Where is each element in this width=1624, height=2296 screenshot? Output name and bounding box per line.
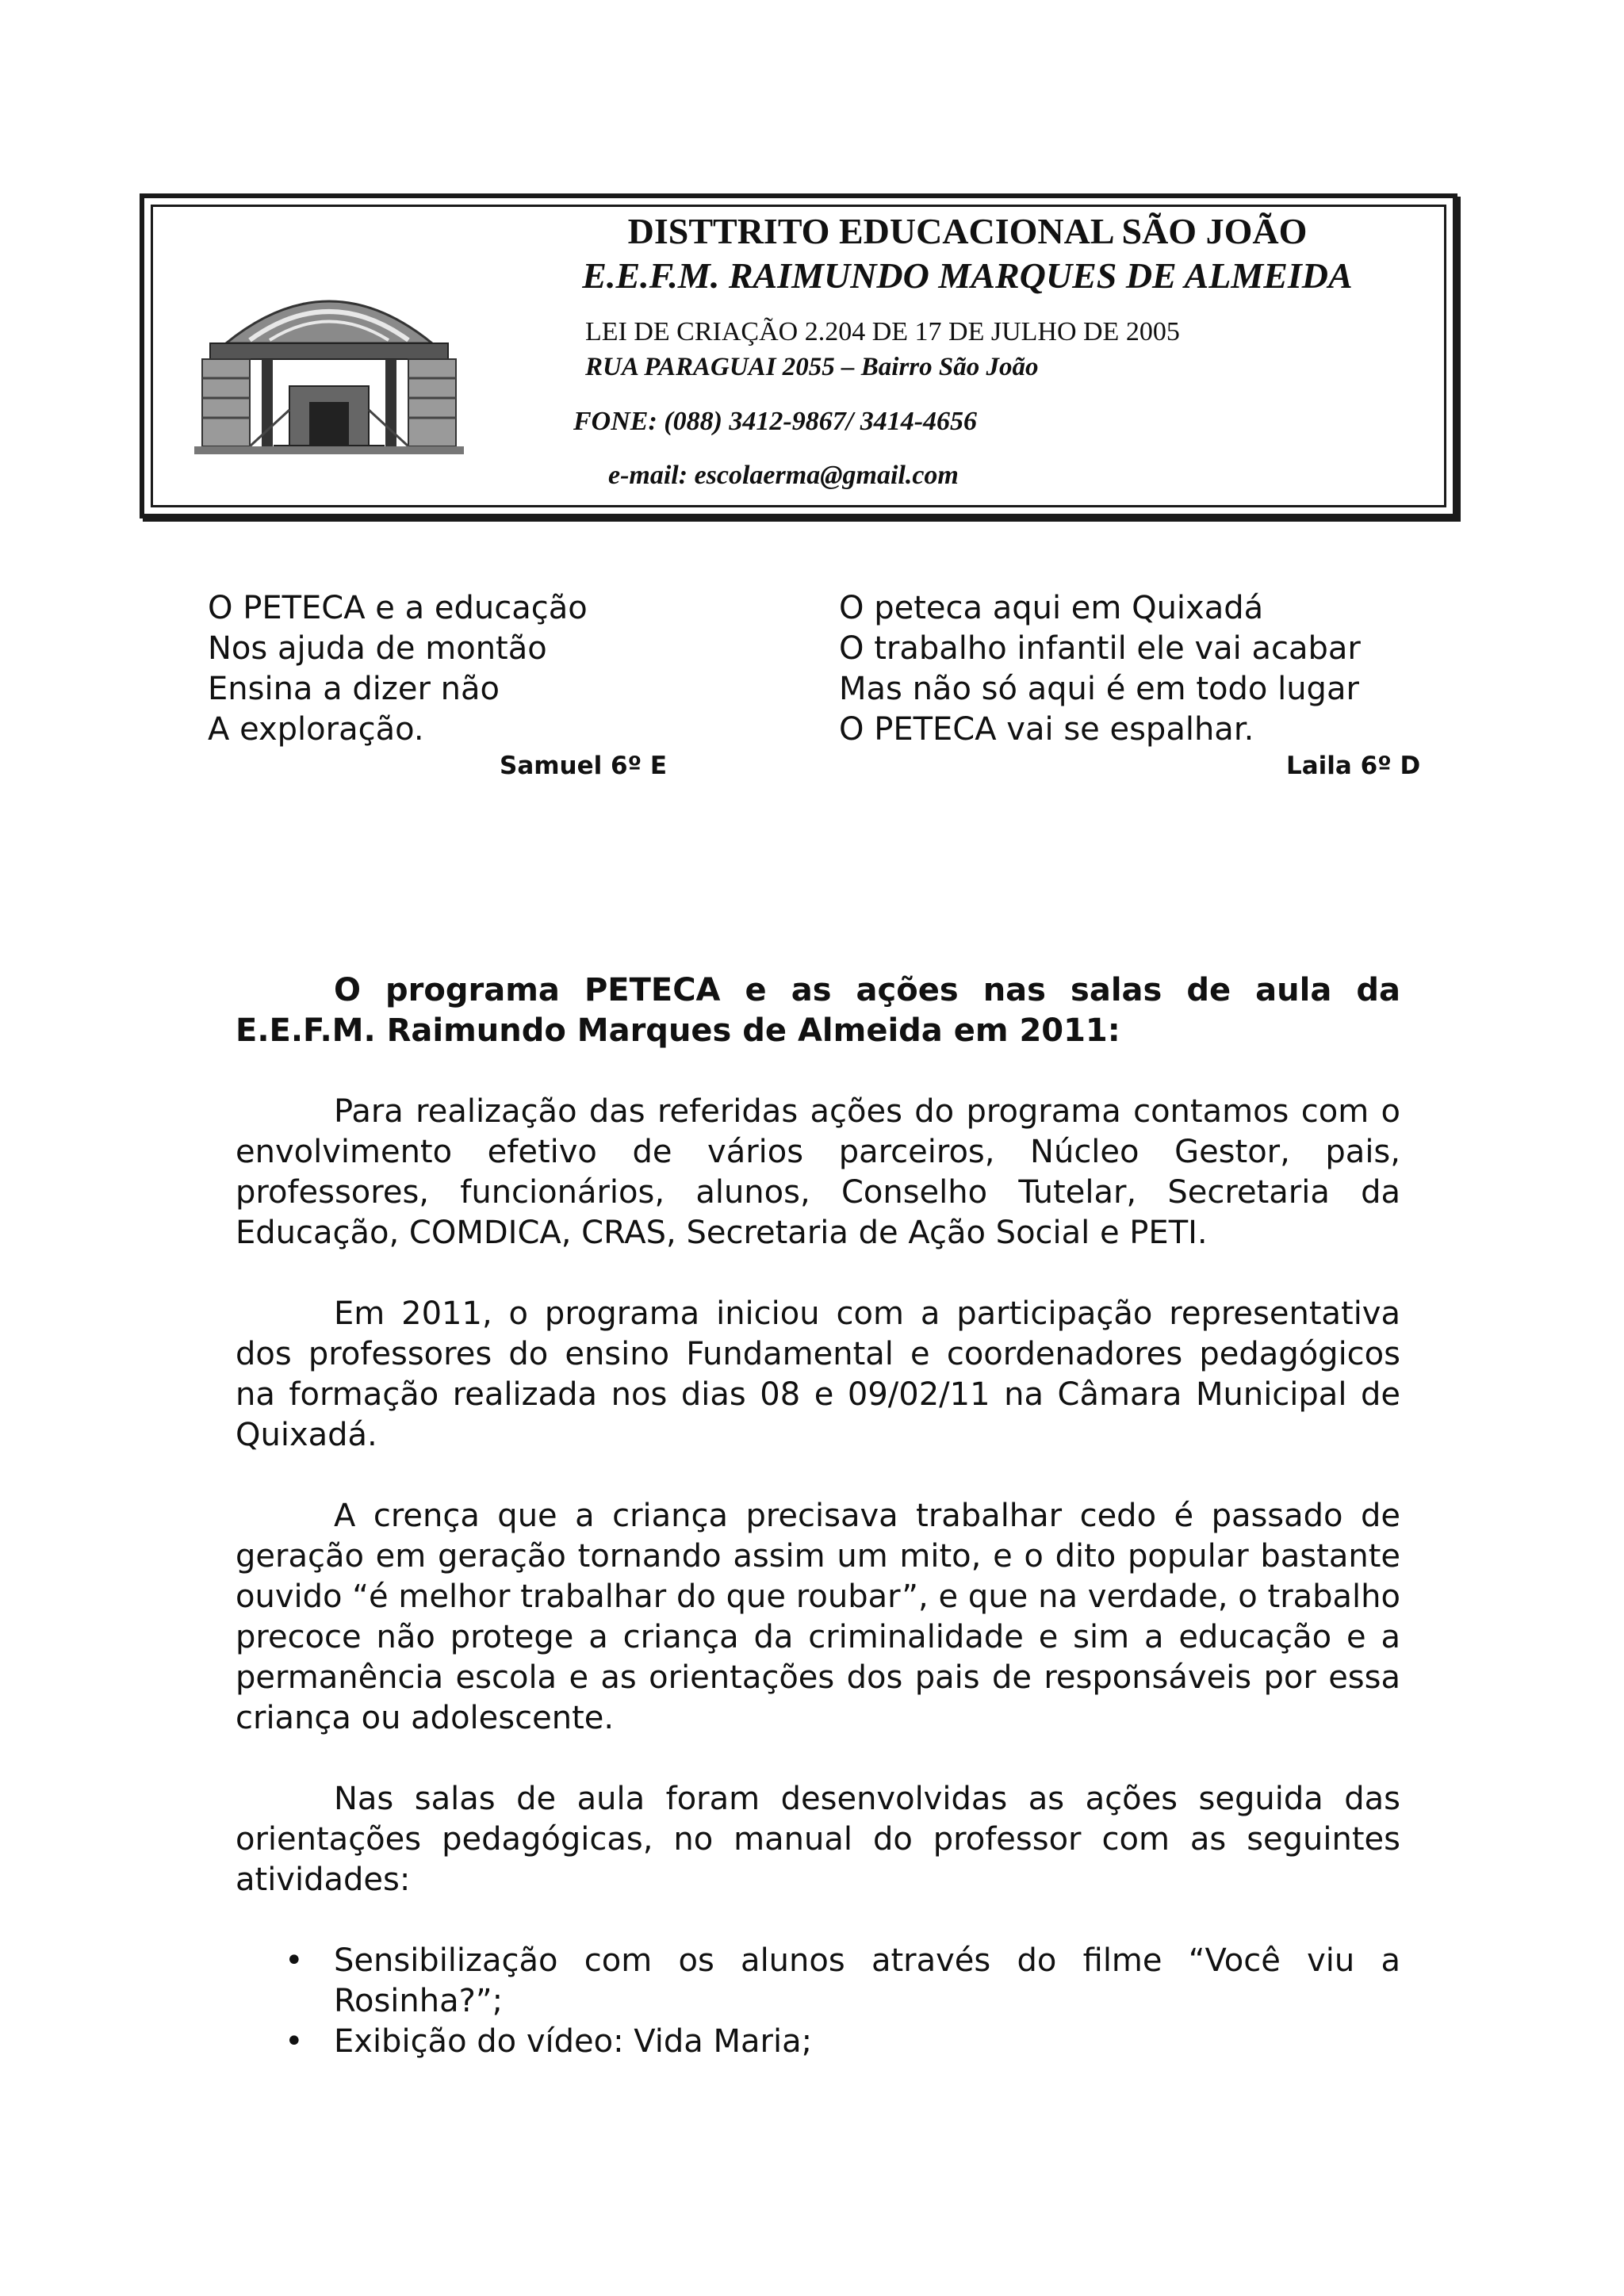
list-item	[236, 2022, 1400, 2062]
school-name: E.E.F.M. RAIMUNDO MARQUES DE ALMEIDA	[582, 255, 1353, 296]
letterhead-inner-border	[151, 205, 1446, 507]
poem-line: O peteca aqui em Quixadá	[839, 590, 1264, 626]
activities-list	[236, 1941, 1400, 2062]
poem-line: Nos ajuda de montão	[208, 630, 547, 667]
bullet-icon: •	[285, 2023, 304, 2060]
creation-law: LEI DE CRIAÇÃO 2.204 DE 17 DE JULHO DE 2005	[585, 317, 1180, 346]
school-phone: FONE: (088) 3412-9867/ 3414-4656	[573, 407, 978, 436]
poem-line: O trabalho infantil ele vai acabar	[839, 630, 1361, 667]
article	[236, 970, 1400, 2062]
poem-line: Ensina a dizer não	[208, 671, 500, 707]
poem-left	[208, 588, 588, 750]
article-paragraph: Em 2011, o programa iniciou com a participação representativa dos professores do ensino Fundamental e coordenadores pedagógicos na formação realizada nos dias 08 e 09/02/11 na Câmara Municipal de Quixadá.	[236, 1295, 1400, 1453]
article-paragraph: Para realização das referidas ações do programa contamos com o envolvimento efetivo de vários parceiros, Núcleo Gestor, pais, professores, funcionários, alunos, Conselho Tutelar, Secretaria da Educação, COMDICA, CRAS, Secretaria de Ação Social e PETI.	[236, 1093, 1400, 1251]
article-paragraph: A crença que a criança precisava trabalhar cedo é passado de geração em geração tornando assim um mito, e o dito popular bastante ouvido “é melhor trabalhar do que roubar”, e que na verdade, o trabalho precoce não protege a criança da criminalidade e sim a educação e a permanência escola e as orientações dos pais de responsáveis por essa criança ou adolescente.	[236, 1498, 1400, 1736]
poem-right	[839, 588, 1361, 750]
article-paragraph: Nas salas de aula foram desenvolvidas as ações seguida das orientações pedagógicas, no manual do professor com as seguintes atividades:	[236, 1781, 1400, 1898]
poem-line: O PETECA vai se espalhar.	[839, 711, 1254, 748]
poem-author-right: Laila 6º D	[1286, 752, 1421, 780]
list-item-text: Exibição do vídeo: Vida Maria;	[334, 2023, 813, 2060]
poem-line: A exploração.	[208, 711, 424, 748]
bullet-icon: •	[285, 1942, 304, 1979]
poem-line: Mas não só aqui é em todo lugar	[839, 671, 1359, 707]
letterhead	[140, 193, 1457, 519]
article-title: O programa PETECA e as ações nas salas de aula da E.E.F.M. Raimundo Marques de Almeida em 2011:	[236, 972, 1400, 1049]
list-item-text: Sensibilização com os alunos através do filme “Você viu a Rosinha?”;	[334, 1942, 1400, 2019]
school-email: e-mail: escolaerma@gmail.com	[608, 461, 959, 490]
list-item	[236, 1941, 1400, 2022]
poem-author-left: Samuel 6º E	[500, 752, 668, 780]
district-name: DISTTRITO EDUCACIONAL SÃO JOÃO	[627, 211, 1308, 251]
school-address: RUA PARAGUAI 2055 – Bairro São João	[585, 353, 1039, 381]
poem-line: O PETECA e a educação	[208, 590, 588, 626]
school-building-icon	[194, 267, 464, 454]
